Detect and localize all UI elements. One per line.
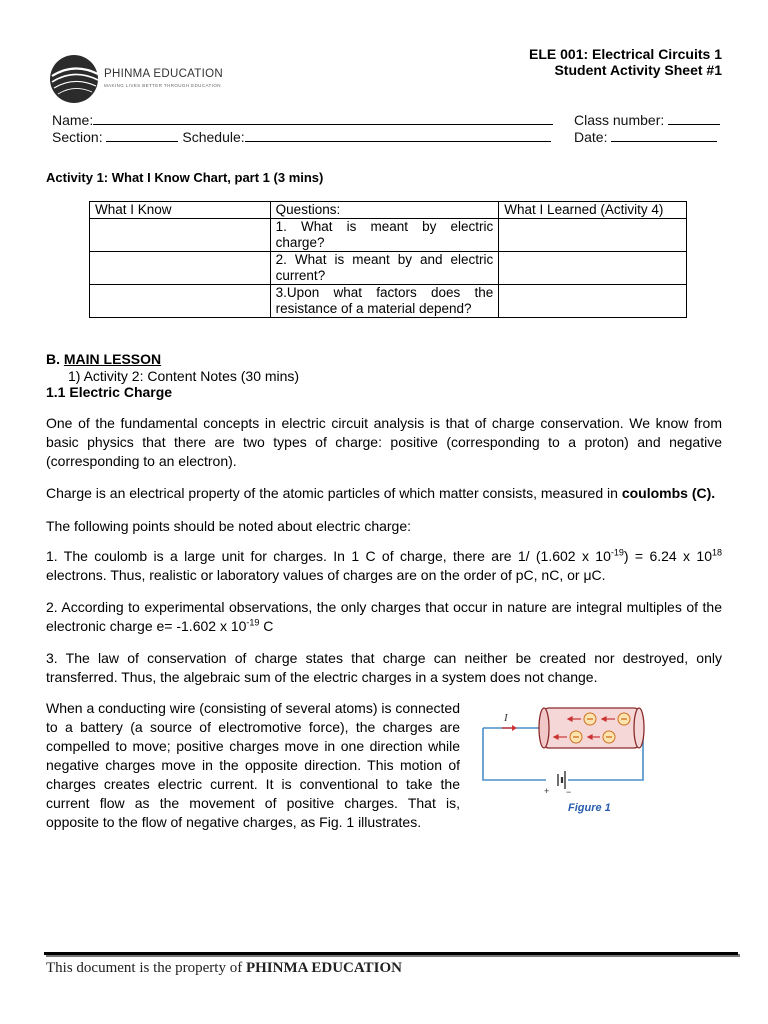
point-1-text-c: electrons. Thus, realistic or laboratory values of charges are on the order of pC, nC, or μC. xyxy=(46,567,606,583)
know-cell[interactable] xyxy=(90,285,271,318)
name-field[interactable] xyxy=(52,111,553,128)
paragraph-charge-definition xyxy=(46,484,722,503)
point-1 xyxy=(46,547,722,585)
footer-brand: PHINMA EDUCATION xyxy=(245,960,402,976)
battery-plus-label: + xyxy=(544,786,550,796)
logo-tagline: MAKING LIVES BETTER THROUGH EDUCATION xyxy=(104,83,221,88)
name-label: Name: xyxy=(52,112,94,128)
activity2-item: 1) Activity 2: Content Notes (30 mins) xyxy=(68,368,300,384)
circuit-figure xyxy=(478,700,648,800)
header-what-i-learned: What I Learned (Activity 4) xyxy=(499,202,687,219)
footer-divider xyxy=(44,952,738,955)
battery-minus-label: − xyxy=(566,787,572,797)
name-blank[interactable] xyxy=(93,111,553,125)
point-2-text-b: C xyxy=(259,618,274,634)
paragraph-text: Charge is an electrical property of the atomic particles of which matter consists, measured in xyxy=(46,485,622,501)
table-row xyxy=(90,285,687,318)
point-2 xyxy=(46,598,722,636)
table-row xyxy=(90,219,687,252)
point-1-text-b: ) = 6.24 x 10 xyxy=(623,548,712,564)
exponent: -19 xyxy=(246,617,260,628)
paragraph-current-flow: When a conducting wire (consisting of several atoms) is connected to a battery (a source of electromotive force), the charges are compelled to move; positive charges move in one direction while negative charges move in the opposite direction. This motion of charges creates electric current. It is conventional to take the current flow as the movement of positive charges. That is, opposite to the flow of negative charges, as Fig. 1 illustrates. xyxy=(46,700,460,830)
sheet-title: Student Activity Sheet #1 xyxy=(554,62,722,78)
current-label: I xyxy=(504,712,508,724)
schedule-blank[interactable] xyxy=(245,128,551,142)
section-field[interactable] xyxy=(52,128,551,145)
question-cell: 3.Upon what factors does the resistance of a material depend? xyxy=(270,285,499,318)
logo-name: PHINMA EDUCATION xyxy=(104,68,223,80)
header-what-i-know: What I Know xyxy=(90,202,271,219)
date-blank[interactable] xyxy=(611,128,717,142)
chart-header-row xyxy=(90,202,687,219)
question-cell: 2. What is meant by and electric current? xyxy=(270,252,499,285)
course-title: ELE 001: Electrical Circuits 1 xyxy=(529,46,722,62)
header-questions: Questions: xyxy=(270,202,499,219)
paragraph-points-intro: The following points should be noted about electric charge: xyxy=(46,518,412,534)
point-2-text-a: 2. According to experimental observations, the only charges that occur in nature are integral multiples of the electronic charge e= -1.602 x 10 xyxy=(46,599,722,634)
section-label: MAIN LESSON xyxy=(63,351,162,367)
table-row xyxy=(90,252,687,285)
footer-text: This document is the property of xyxy=(46,960,246,976)
figure-caption: Figure 1 xyxy=(568,802,611,814)
learned-cell[interactable] xyxy=(499,252,687,285)
coulombs-term: coulombs (C). xyxy=(621,485,716,501)
section-blank[interactable] xyxy=(106,128,178,142)
activity1-title: Activity 1: What I Know Chart, part 1 (3 mins) xyxy=(46,170,324,185)
exponent: 18 xyxy=(712,547,723,558)
class-number-blank[interactable] xyxy=(668,111,720,125)
electric-charge-heading: 1.1 Electric Charge xyxy=(46,384,173,400)
learned-cell[interactable] xyxy=(499,219,687,252)
class-number-label: Class number: xyxy=(574,112,665,128)
what-i-know-chart xyxy=(89,201,687,318)
know-cell[interactable] xyxy=(90,219,271,252)
learned-cell[interactable] xyxy=(499,285,687,318)
class-number-field[interactable] xyxy=(574,111,720,128)
logo-wordmark xyxy=(104,68,223,88)
date-label: Date: xyxy=(574,129,608,145)
point-1-text-a: 1. The coulomb is a large unit for charges. In 1 C of charge, there are 1/ (1.602 x 10 xyxy=(46,548,611,564)
exponent: -19 xyxy=(610,547,624,558)
document-header xyxy=(529,46,722,78)
know-cell[interactable] xyxy=(90,252,271,285)
point-3: 3. The law of conservation of charge states that charge can neither be created nor destroyed, only transferred. Thus, the algebraic sum of the electric charges in a system does not change. xyxy=(46,650,722,685)
schedule-label: Schedule: xyxy=(182,129,245,145)
section-prefix: B. xyxy=(46,351,64,367)
paragraph-charge-conservation: One of the fundamental concepts in electric circuit analysis is that of charge conservation. We know from basic physics that there are two types of charge: positive (corresponding to a proton) and negative (corresponding to an electron). xyxy=(46,415,722,469)
question-cell: 1. What is meant by electric charge? xyxy=(270,219,499,252)
main-lesson-heading xyxy=(46,351,161,367)
footer-note xyxy=(46,960,402,977)
date-field[interactable] xyxy=(574,128,717,145)
section-label: Section: xyxy=(52,129,103,145)
